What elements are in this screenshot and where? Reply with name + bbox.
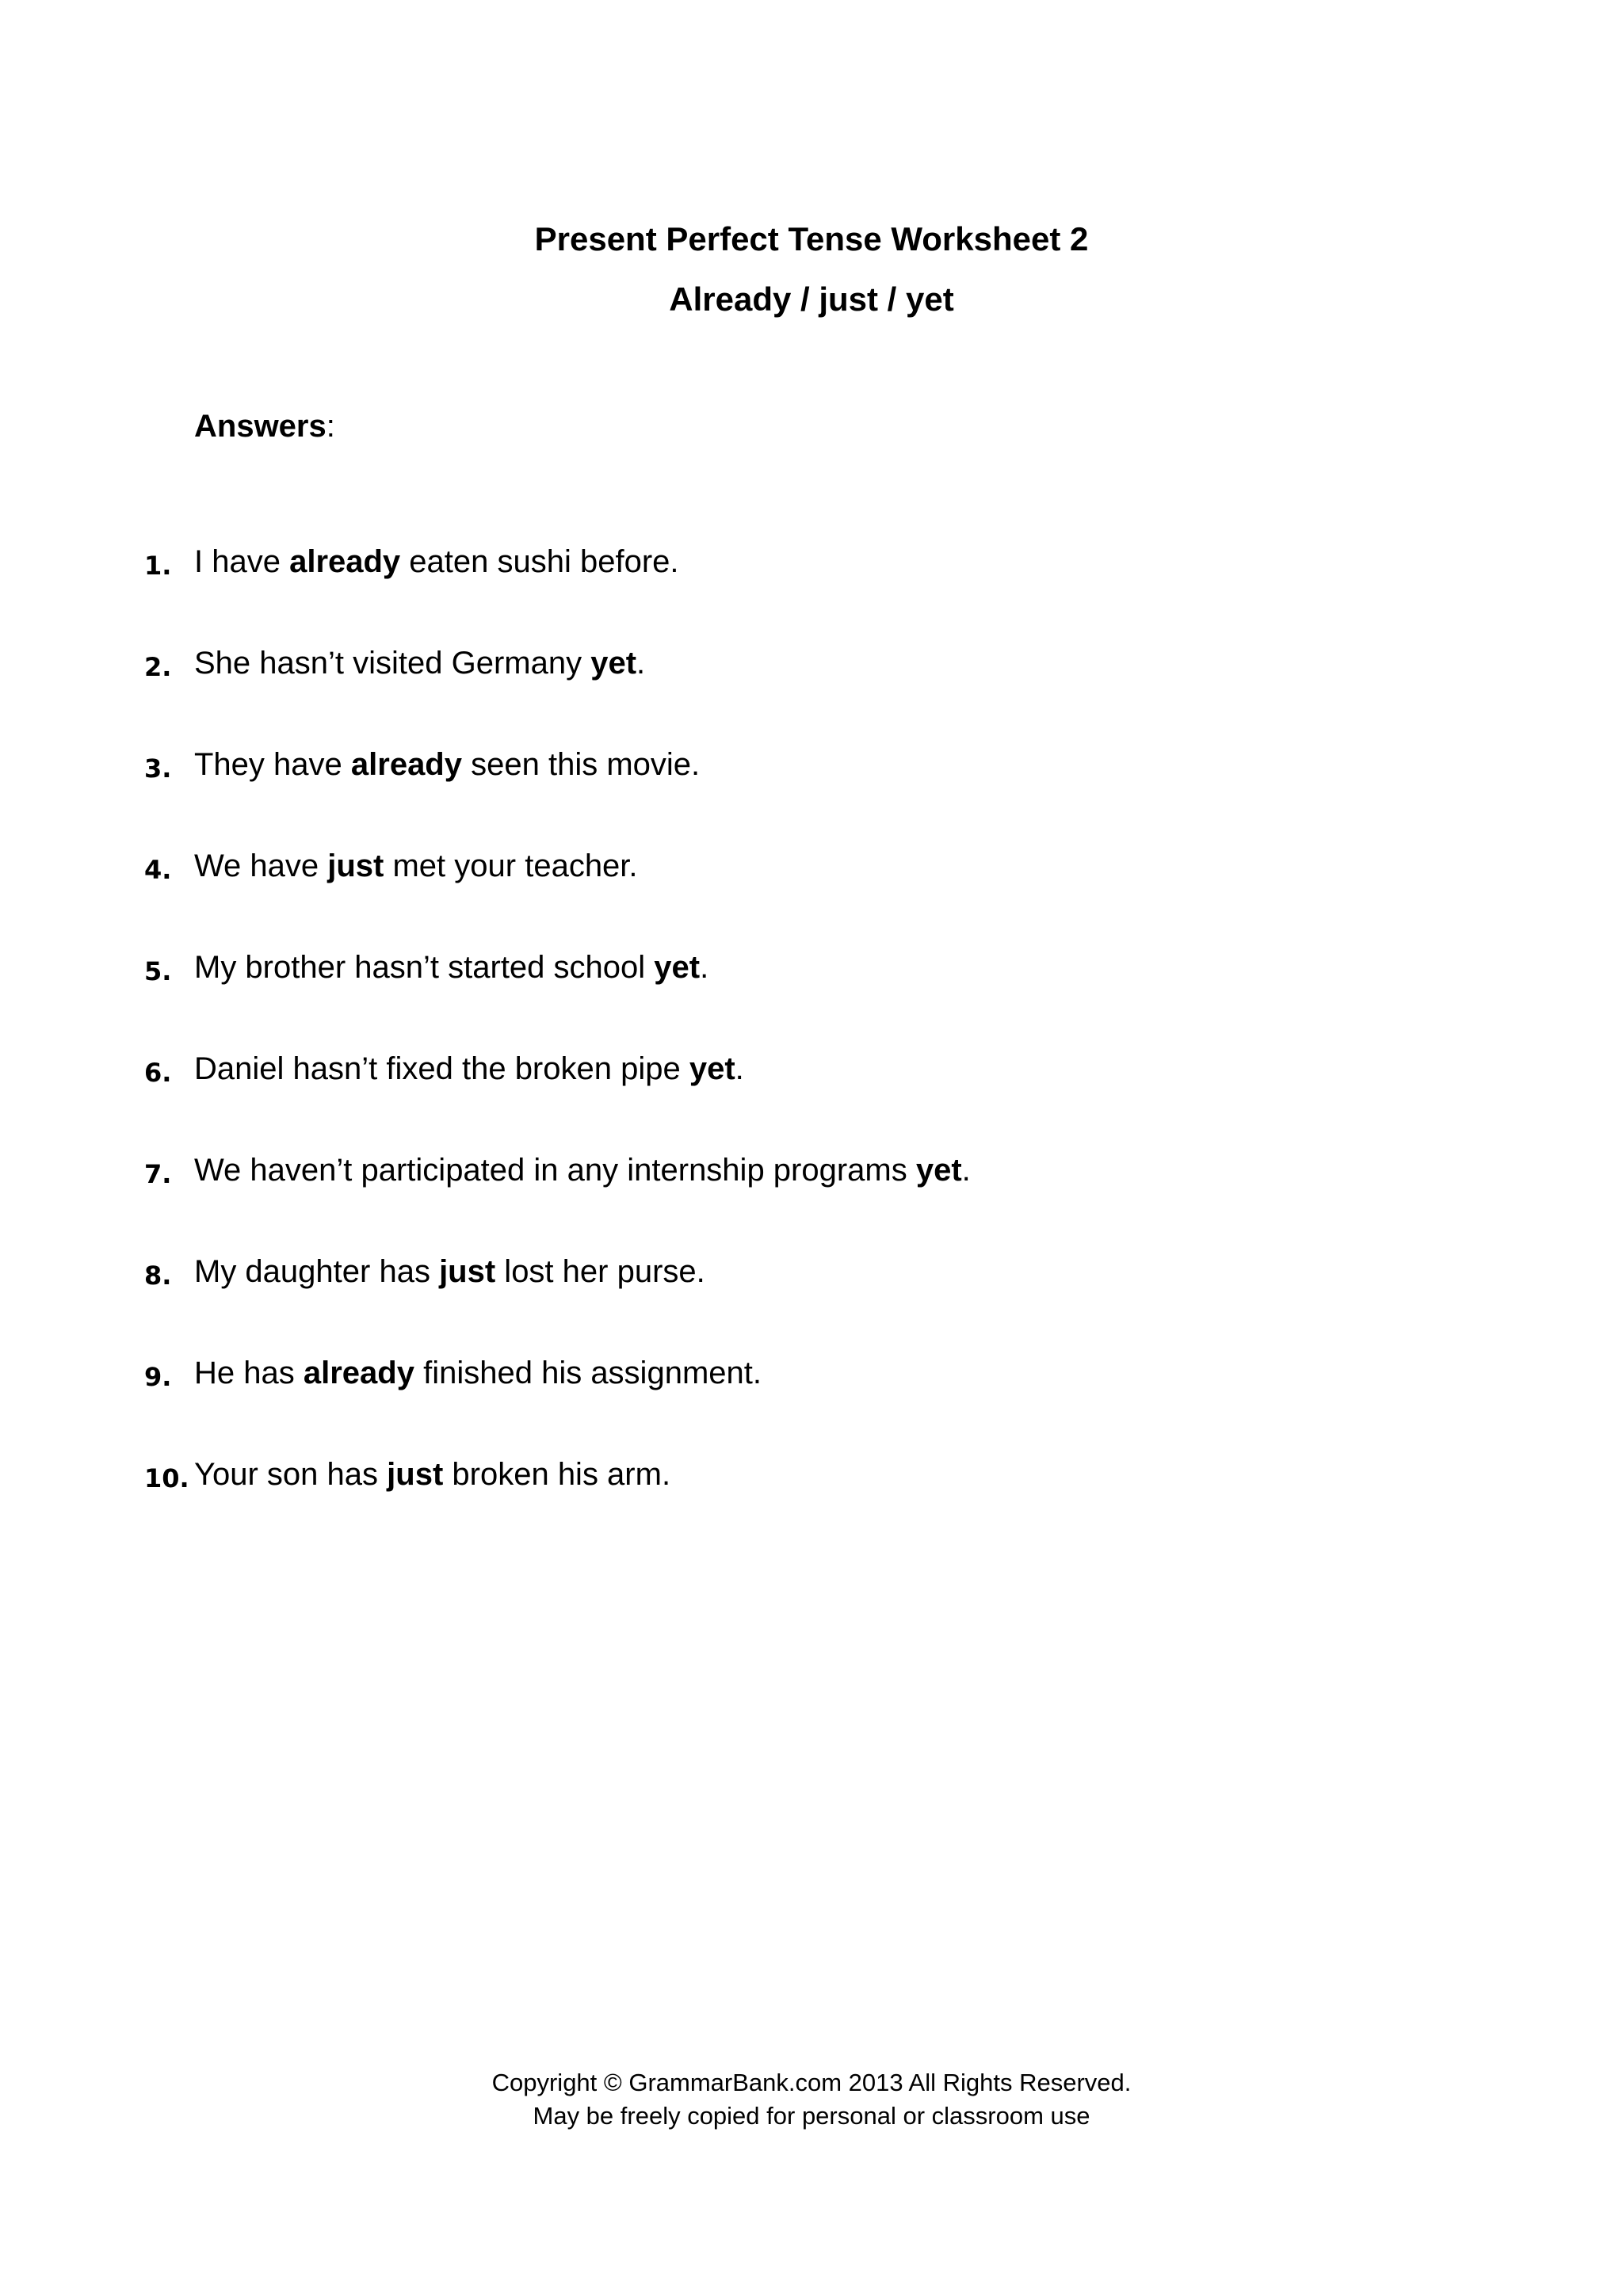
- item-number: 9.: [144, 1362, 172, 1392]
- item-answer: yet: [590, 646, 637, 681]
- item-number: 7.: [144, 1159, 172, 1189]
- item-answer: already: [289, 544, 401, 579]
- page-title: Present Perfect Tense Worksheet 2: [534, 220, 1089, 257]
- item-number: 1.: [144, 551, 172, 581]
- item-number: 3.: [144, 753, 172, 784]
- item-sentence: We have just met your teacher.: [194, 849, 638, 883]
- list-item: [0, 747, 1623, 795]
- item-answer: already: [350, 747, 462, 782]
- item-number: 5.: [144, 956, 172, 986]
- item-answer: already: [303, 1356, 414, 1390]
- item-sentence: I have already eaten sushi before.: [194, 544, 679, 579]
- list-item: [0, 849, 1623, 896]
- item-answer: yet: [689, 1051, 735, 1086]
- list-item: [0, 1457, 1623, 1505]
- item-answer: just: [387, 1457, 444, 1492]
- item-answer: just: [439, 1254, 496, 1289]
- item-number: 4.: [144, 855, 172, 885]
- usage-notice: May be freely copied for personal or classroom use: [533, 2102, 1090, 2130]
- item-sentence: He has already finished his assignment.: [194, 1356, 762, 1390]
- list-item: [0, 950, 1623, 997]
- item-number: 8.: [144, 1261, 172, 1291]
- list-item: [0, 1356, 1623, 1403]
- list-item: [0, 1254, 1623, 1302]
- item-number: 2.: [144, 652, 172, 682]
- item-sentence: Your son has just broken his arm.: [194, 1457, 671, 1492]
- page-subtitle: Already / just / yet: [669, 280, 954, 318]
- item-answer: yet: [654, 950, 701, 985]
- item-answer: just: [327, 849, 384, 883]
- answers-colon: :: [326, 409, 335, 444]
- copyright-notice: Copyright © GrammarBank.com 2013 All Rights Reserved.: [491, 2069, 1132, 2096]
- answers-heading: [194, 409, 335, 444]
- item-sentence: My brother hasn’t started school yet.: [194, 950, 709, 985]
- item-sentence: Daniel hasn’t fixed the broken pipe yet.: [194, 1051, 744, 1086]
- list-item: [0, 1153, 1623, 1200]
- item-sentence: My daughter has just lost her purse.: [194, 1254, 705, 1289]
- item-sentence: They have already seen this movie.: [194, 747, 701, 782]
- item-answer: yet: [915, 1153, 962, 1188]
- item-number: 6.: [144, 1058, 172, 1088]
- item-number: 10.: [144, 1463, 189, 1493]
- list-item: [0, 544, 1623, 592]
- item-sentence: We haven’t participated in any internship programs yet.: [194, 1153, 971, 1188]
- answers-label: Answers: [194, 409, 327, 444]
- list-item: [0, 1051, 1623, 1099]
- list-item: [0, 646, 1623, 693]
- item-sentence: She hasn’t visited Germany yet.: [194, 646, 646, 681]
